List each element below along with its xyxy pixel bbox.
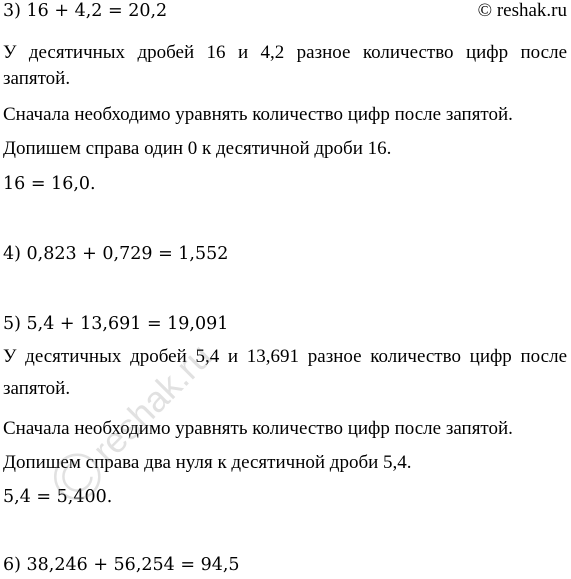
explanation-5-line-2: запятой. <box>3 378 71 399</box>
explanation-3-line-1: У десятичных дробей 16 и 4,2 разное количество цифр после <box>3 42 567 63</box>
watermark-text: reshak.ru <box>84 335 220 471</box>
explanation-5-line-1: У десятичных дробей 5,4 и 13,691 разное количество цифр после <box>3 346 567 367</box>
equation-6: 6) 38,246 + 56,254 = 94,5 <box>3 555 240 575</box>
equation-5: 5) 5,4 + 13,691 = 19,091 <box>3 314 229 334</box>
explanation-3-line-2: запятой. <box>3 68 71 89</box>
equation-4: 4) 0,823 + 0,729 = 1,552 <box>3 244 229 264</box>
equation-3-padding: 16 = 16,0. <box>3 174 96 194</box>
explanation-5-line-3: Сначала необходимо уравнять количество цифр после запятой. <box>3 418 513 439</box>
explanation-3-line-4: Допишем справа один 0 к десятичной дроби 16. <box>3 138 392 159</box>
explanation-5-line-4: Допишем справа два нуля к десятичной дроби 5,4. <box>3 452 412 473</box>
equation-3: 3) 16 + 4,2 = 20,2 <box>3 1 168 21</box>
equation-5-padding: 5,4 = 5,400. <box>3 487 113 507</box>
explanation-3-line-3: Сначала необходимо уравнять количество цифр после запятой. <box>3 104 513 125</box>
site-copyright: © reshak.ru <box>477 0 567 21</box>
